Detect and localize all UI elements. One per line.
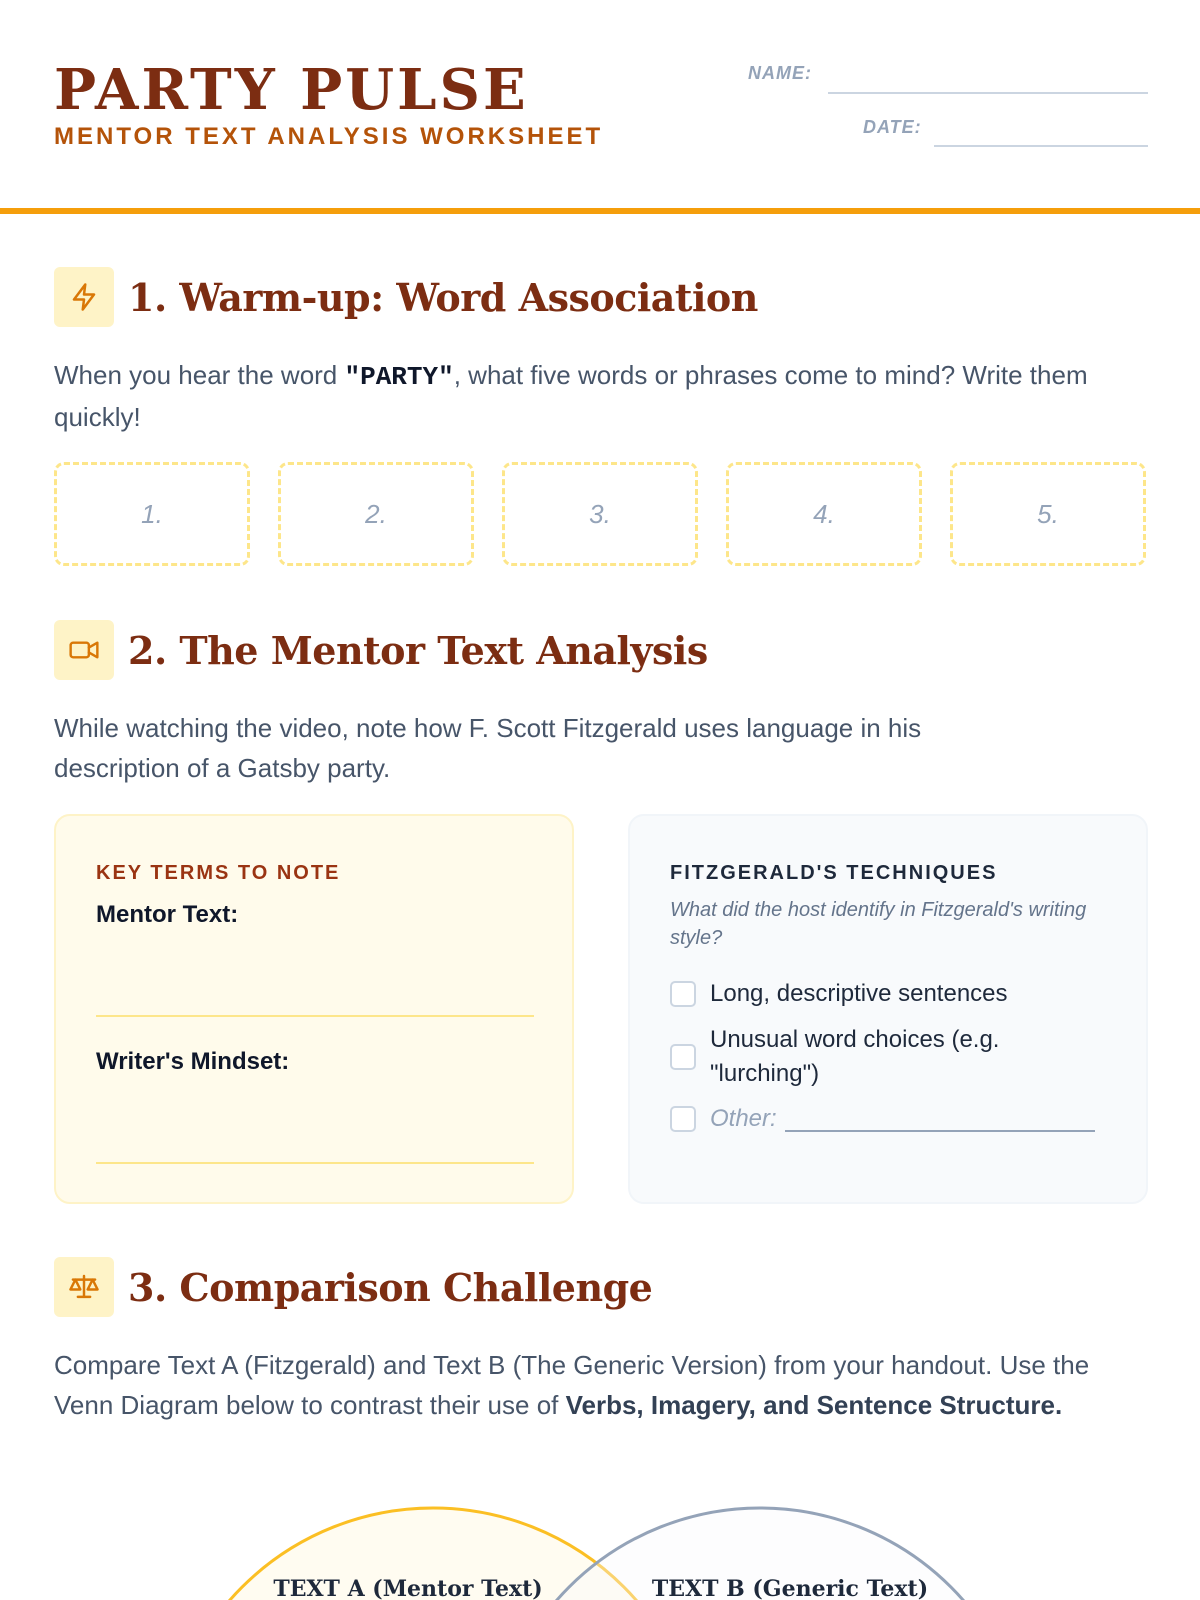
worksheet-title: PARTY PULSE bbox=[54, 57, 529, 123]
key-terms-card bbox=[54, 814, 574, 1204]
word-box-3[interactable]: 3. bbox=[502, 462, 698, 566]
section1-keyword: "PARTY" bbox=[344, 362, 454, 392]
name-label: NAME: bbox=[748, 63, 812, 83]
word-box-5[interactable]: 5. bbox=[950, 462, 1146, 566]
option-other: Other: bbox=[710, 1105, 777, 1132]
checkbox-unusual-words[interactable] bbox=[670, 1044, 696, 1070]
venn-diagram bbox=[0, 1500, 1200, 1600]
word-box-1[interactable]: 1. bbox=[54, 462, 250, 566]
venn-label-text-a: TEXT A (Mentor Text) bbox=[273, 1576, 543, 1600]
worksheet-header bbox=[0, 0, 1200, 214]
section1-prompt-start: When you hear the word bbox=[54, 360, 345, 390]
date-label: DATE: bbox=[863, 117, 922, 137]
techniques-heading: FITZGERALD'S TECHNIQUES bbox=[670, 862, 998, 884]
mentor-text-answer-line[interactable] bbox=[96, 1015, 534, 1017]
section3-prompt-text: Compare Text A (Fitzgerald) and Text B (The Generic Version) from your handout. Use the Venn Diagram below to contrast their use of bbox=[54, 1350, 1090, 1420]
key-terms-heading: KEY TERMS TO NOTE bbox=[96, 862, 341, 884]
section3-title: 3. Comparison Challenge bbox=[128, 1265, 653, 1310]
checkbox-long-sentences[interactable] bbox=[670, 981, 696, 1007]
section2-prompt: While watching the video, note how F. Scott Fitzgerald uses language in his description of a Gatsby party. bbox=[54, 713, 922, 783]
mentor-text-label: Mentor Text: bbox=[96, 901, 239, 928]
section3-prompt-bold: Verbs, Imagery, and Sentence Structure. bbox=[565, 1390, 1063, 1420]
name-field[interactable] bbox=[828, 92, 1148, 94]
section1-prompt bbox=[54, 355, 1154, 437]
techniques-hint: What did the host identify in Fitzgerald's writing style? bbox=[670, 899, 1087, 949]
section1-title: 1. Warm-up: Word Association bbox=[128, 275, 758, 320]
option-long-sentences: Long, descriptive sentences bbox=[710, 980, 1008, 1007]
writers-mindset-answer-line[interactable] bbox=[96, 1162, 534, 1164]
section1-prompt-end: , what five words or phrases come to mind? Write them quickly! bbox=[54, 360, 1088, 432]
option-unusual-words: Unusual word choices (e.g. "lurching") bbox=[710, 1026, 1000, 1087]
word-box-4[interactable]: 4. bbox=[726, 462, 922, 566]
date-field[interactable] bbox=[934, 145, 1148, 147]
techniques-card bbox=[628, 814, 1148, 1204]
worksheet-subtitle: MENTOR TEXT ANALYSIS WORKSHEET bbox=[54, 123, 604, 150]
section3-prompt bbox=[54, 1345, 1154, 1425]
word-box-2[interactable]: 2. bbox=[278, 462, 474, 566]
writers-mindset-label: Writer's Mindset: bbox=[96, 1048, 290, 1075]
scale-icon bbox=[54, 1257, 114, 1317]
lightning-icon bbox=[54, 267, 114, 327]
video-icon bbox=[54, 620, 114, 680]
section2-title: 2. The Mentor Text Analysis bbox=[128, 628, 708, 673]
venn-label-text-b: TEXT B (Generic Text) bbox=[651, 1576, 929, 1600]
other-answer-line[interactable] bbox=[785, 1130, 1095, 1132]
checkbox-other[interactable] bbox=[670, 1106, 696, 1132]
